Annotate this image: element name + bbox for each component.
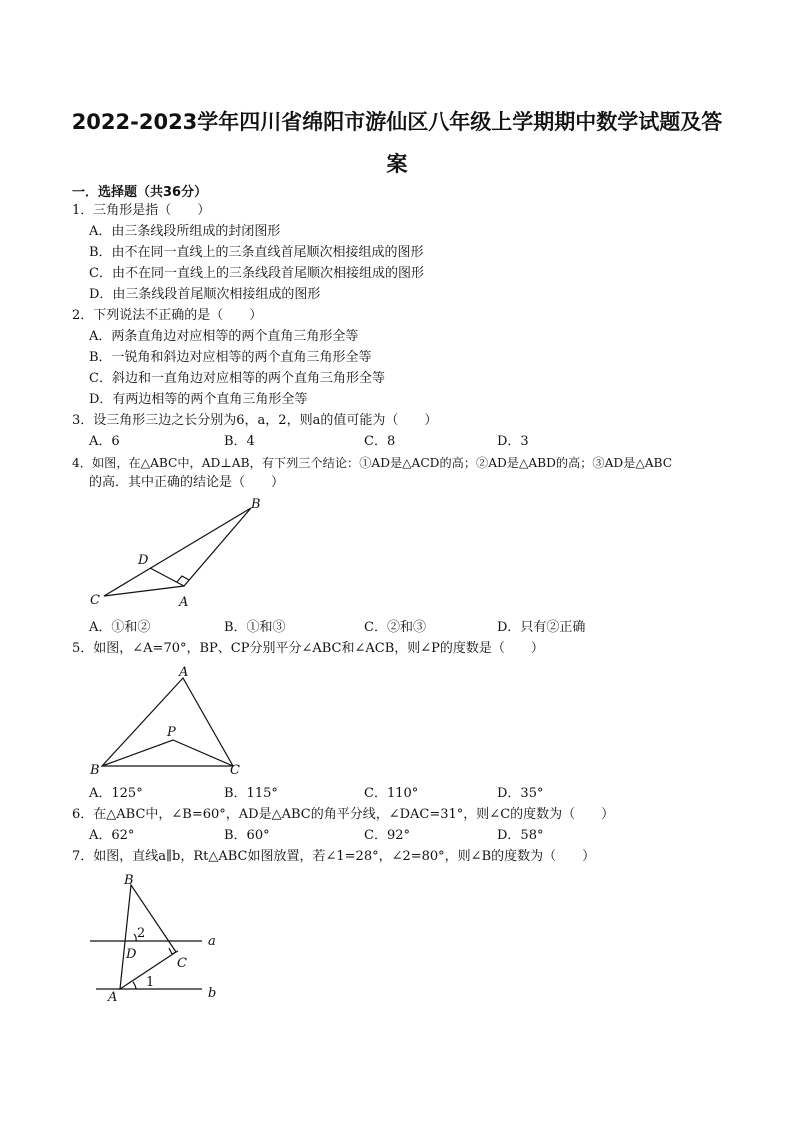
- question-4-option-c: C．②和③: [364, 620, 426, 635]
- label-p: P: [167, 725, 176, 740]
- question-6-option-b: B．60°: [224, 828, 270, 843]
- question-4-option-d: D．只有②正确: [497, 620, 586, 635]
- question-1-option-d: D．由三条线段首尾顺次相接组成的图形: [89, 287, 321, 302]
- question-7-stem: 7．如图，直线a∥b，Rt△ABC如图放置，若∠1=28°，∠2=80°，则∠B的度数为（ ）: [72, 849, 596, 864]
- label-b: B: [124, 873, 134, 888]
- question-4-option-b: B．①和③: [224, 620, 286, 635]
- question-5-stem: 5．如图，∠A=70°，BP、CP分别平分∠ABC和∠ACB，则∠P的度数是（ ）: [72, 641, 544, 656]
- label-c: C: [90, 593, 100, 608]
- question-5-option-b: B．115°: [224, 786, 278, 801]
- label-line-a: a: [208, 934, 216, 949]
- question-4-figure: [80, 492, 280, 614]
- question-4-stem-line-2: 的高．其中正确的结论是（ ）: [89, 475, 285, 490]
- angle-2-arc: [134, 934, 136, 941]
- question-3-option-c: C．8: [364, 434, 396, 449]
- question-3-option-b: B．4: [224, 434, 255, 449]
- label-a: A: [179, 595, 189, 610]
- label-angle-1: 1: [146, 975, 155, 990]
- question-5-option-d: D．35°: [497, 786, 544, 801]
- right-angle-mark: [177, 576, 189, 582]
- question-6-option-d: D．58°: [497, 828, 544, 843]
- question-3-option-a: A．6: [89, 434, 120, 449]
- label-b: B: [251, 497, 261, 512]
- segment-ad: [150, 568, 184, 586]
- question-6-option-a: A．62°: [89, 828, 135, 843]
- label-d: D: [138, 553, 149, 568]
- label-b: B: [90, 763, 100, 778]
- question-1-option-c: C．由不在同一直线上的三条线段首尾顺次相接组成的图形: [89, 266, 424, 281]
- question-1-option-b: B．由不在同一直线上的三条直线首尾顺次相接组成的图形: [89, 245, 424, 260]
- label-a: A: [108, 990, 118, 1005]
- question-4-stem-line-1: 4．如图，在△ABC中，AD⊥AB，有下列三个结论：①AD是△ACD的高；②AD是△ABD的高；③AD是△ABC: [72, 456, 673, 470]
- label-angle-2: 2: [137, 926, 146, 941]
- label-d: D: [126, 947, 137, 962]
- question-5-option-c: C．110°: [364, 786, 419, 801]
- question-6-stem: 6．在△ABC中，∠B=60°，AD是△ABC的角平分线，∠DAC=31°，则∠C的度数为（ ）: [72, 807, 615, 822]
- question-2-option-c: C．斜边和一直角边对应相等的两个直角三角形全等: [89, 371, 385, 386]
- document-title-line-1: 2022-2023学年四川省绵阳市游仙区八年级上学期期中数学试题及答: [71, 110, 723, 134]
- question-4-option-a: A．①和②: [89, 620, 151, 635]
- question-2-stem: 2．下列说法不正确的是（ ）: [72, 308, 263, 323]
- angle-1-arc: [133, 982, 136, 989]
- question-7-figure: [84, 868, 234, 1006]
- label-line-b: b: [208, 986, 217, 1001]
- question-5-figure: [82, 660, 252, 778]
- triangle-abc: [102, 678, 233, 766]
- label-a: A: [179, 665, 189, 680]
- question-1-stem: 1．三角形是指（ ）: [72, 203, 211, 218]
- question-5-option-a: A．125°: [89, 786, 143, 801]
- section-heading: 一．选择题（共36分）: [72, 185, 208, 200]
- question-3-stem: 3．设三角形三边之长分别为6，a，2，则a的值可能为（ ）: [72, 413, 438, 428]
- label-c: C: [177, 956, 187, 971]
- question-6-option-c: C．92°: [364, 828, 410, 843]
- question-2-option-b: B．一锐角和斜边对应相等的两个直角三角形全等: [89, 350, 372, 365]
- document-title-line-2: 案: [386, 152, 408, 176]
- question-1-option-a: A．由三条线段所组成的封闭图形: [89, 224, 281, 239]
- label-c: C: [230, 763, 240, 778]
- question-3-option-d: D．3: [497, 434, 529, 449]
- triangle-abc: [120, 885, 176, 989]
- question-2-option-a: A．两条直角边对应相等的两个直角三角形全等: [89, 329, 359, 344]
- question-2-option-d: D．有两边相等的两个直角三角形全等: [89, 392, 308, 407]
